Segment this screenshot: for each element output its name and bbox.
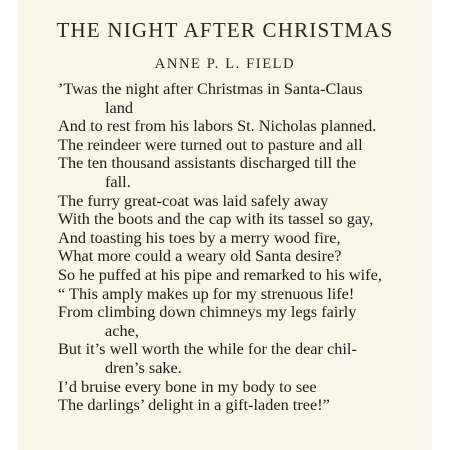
poem-line: land: [105, 97, 134, 117]
poem-line: The darlings’ delight in a gift-laden tree!”: [58, 395, 330, 415]
poem-author: ANNE P. L. FIELD: [154, 56, 296, 72]
poem-title: THE NIGHT AFTER CHRISTMAS: [56, 18, 394, 42]
poem-line: I’d bruise every bone in my body to see: [58, 376, 317, 396]
poem-line: But it’s well worth the while for the dear chil-: [58, 339, 357, 359]
poem-line: dren’s sake.: [105, 357, 182, 377]
poem-line: The furry great-coat was laid safely away: [58, 190, 329, 210]
poem-body: [58, 80, 428, 415]
poem-line: And toasting his toes by a merry wood fire,: [58, 227, 341, 247]
poem-line: And to rest from his labors St. Nicholas planned.: [58, 116, 377, 136]
poem-line: ache,: [105, 320, 139, 340]
poem-line: With the boots and the cap with its tassel so gay,: [58, 209, 374, 229]
poem-line: “ This amply makes up for my strenuous life!: [58, 283, 355, 303]
poem-line: What more could a weary old Santa desire?: [58, 246, 342, 266]
poem-line: The reindeer were turned out to pasture and all: [58, 134, 363, 154]
poem-line: ’Twas the night after Christmas in Santa-Claus: [58, 79, 363, 98]
poem-line: The ten thousand assistants discharged till the: [58, 153, 357, 173]
poem-line: fall.: [105, 171, 131, 191]
poem-line: From climbing down chimneys my legs fairly: [58, 302, 357, 322]
poem-line: So he puffed at his pipe and remarked to his wife,: [58, 264, 382, 284]
